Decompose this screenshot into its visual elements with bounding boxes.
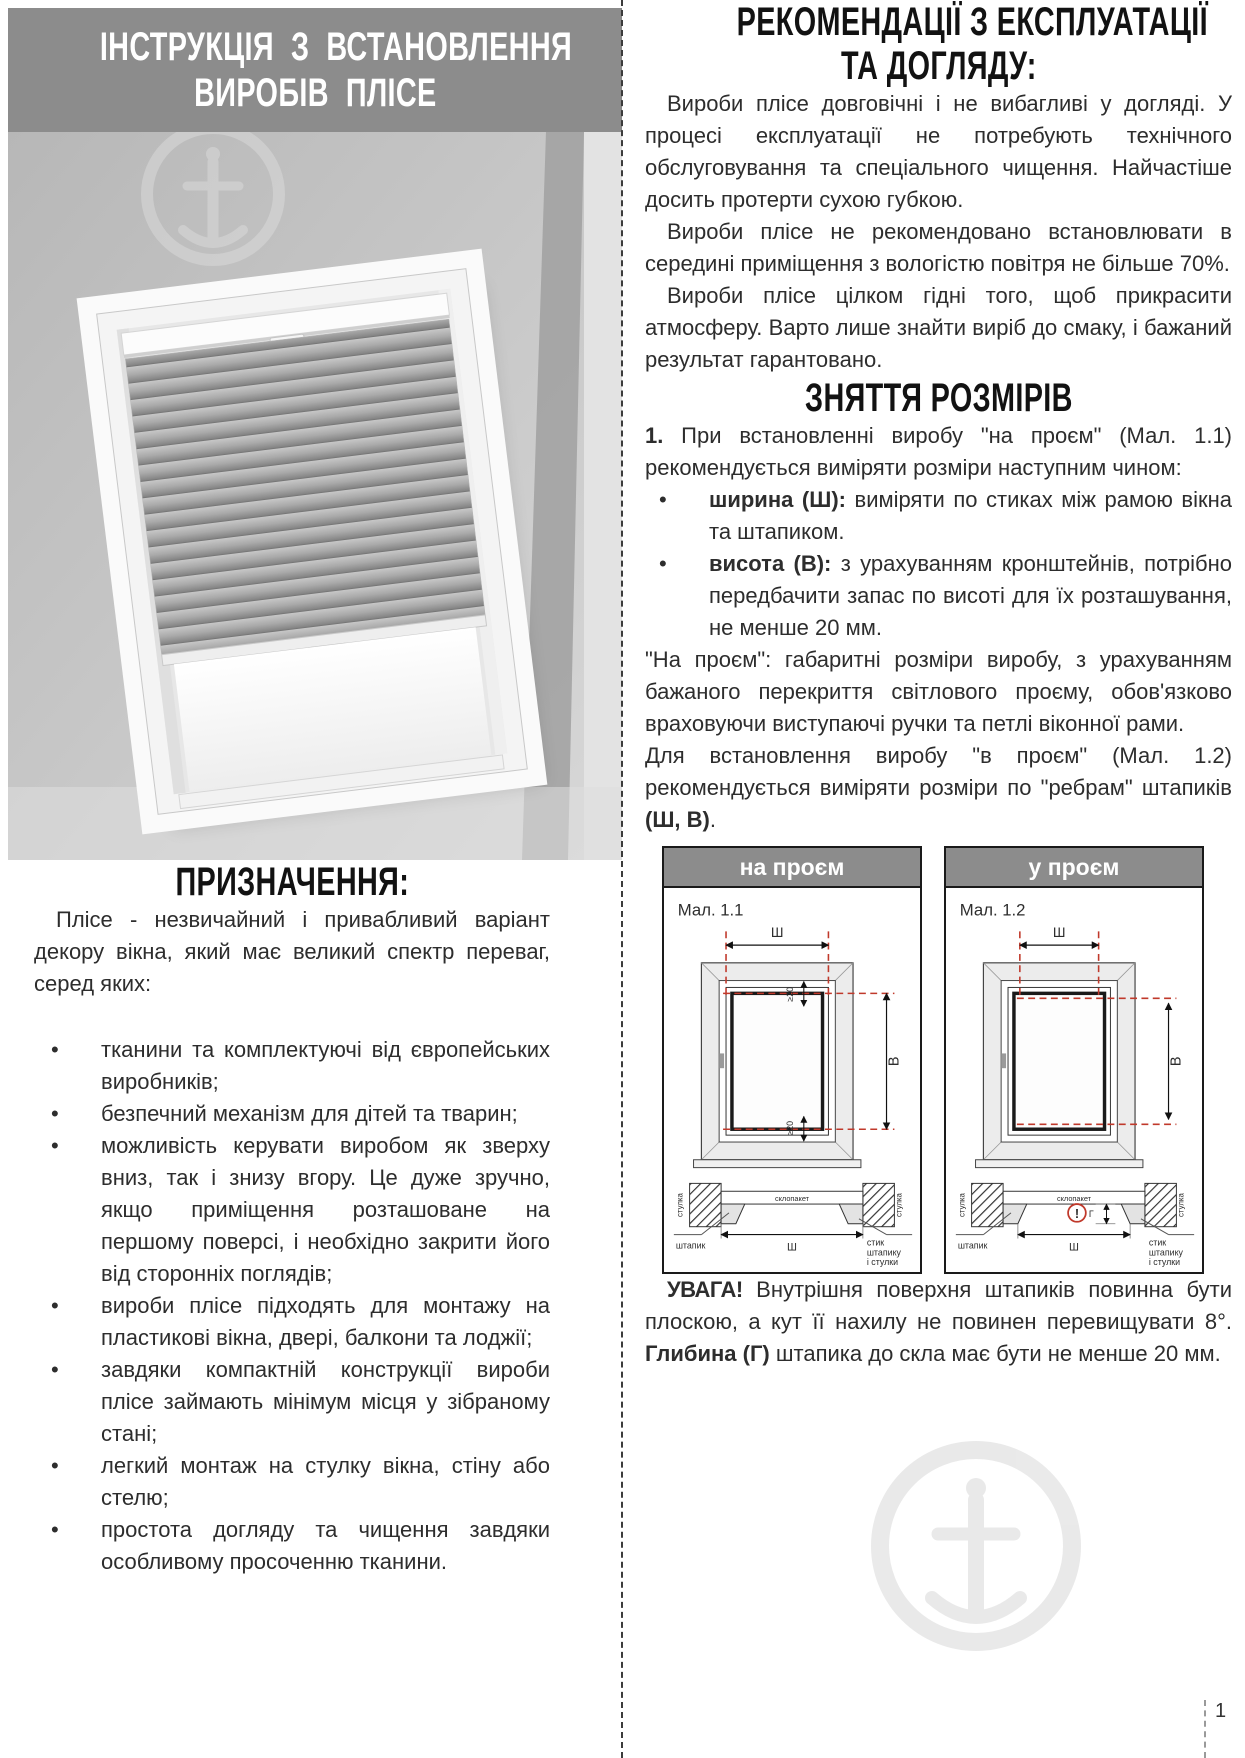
figures-row <box>662 846 1232 1274</box>
height-text: з урахуванням кронштейнів, потрібно передбачити запас по висоті для їх розташування, не менше 20 мм. <box>709 551 1232 640</box>
bullet-icon: • <box>659 551 667 576</box>
watermark-logo-icon <box>858 1428 1094 1664</box>
list-item <box>34 1450 550 1514</box>
width-label: Ш <box>1052 925 1066 941</box>
purpose-intro: Плісе - незвичайний і привабливий варіант декору вікна, який має великий спектр переваг, серед яких: <box>34 907 550 996</box>
joint-label-3: і стулки <box>1148 1257 1181 1268</box>
width-lead: ширина (Ш): <box>709 487 846 512</box>
title-banner <box>8 8 622 132</box>
measure-step-1 <box>645 420 1232 484</box>
bullet-icon: • <box>51 1293 59 1318</box>
left-column <box>8 8 622 1578</box>
window-handle <box>1001 1053 1006 1068</box>
window-front-view <box>976 963 1143 1168</box>
figure-1-caption: Мал. 1.1 <box>677 900 744 920</box>
min-offset-label-top: ≥20 <box>784 986 795 1002</box>
bullet-icon: • <box>659 487 667 512</box>
list-item <box>34 1514 550 1578</box>
bullet-icon: • <box>51 1133 59 1158</box>
v-proem-text: Для встановлення виробу "в проєм" (Мал. 1.2) рекомендується виміряти розміри по "ребрам" штапиків <box>645 743 1232 800</box>
window-front-view <box>694 963 861 1168</box>
list-item-text <box>709 548 1232 644</box>
title-line-1 <box>8 24 622 70</box>
joint-label-2: штапику <box>866 1247 901 1258</box>
right-column <box>645 0 1232 1370</box>
product-photo <box>8 132 622 860</box>
list-item-text <box>709 484 1232 548</box>
joint-label-2: штапику <box>1148 1247 1183 1258</box>
section-width-label: Ш <box>787 1241 797 1254</box>
warning-mark: ! <box>1074 1205 1080 1221</box>
list-item-text: можливість керувати виробом як зверху вниз, так і знизу вгору. Це дуже зручно, якщо приміщення розташоване на першому поверсі, і необхідно закрити його від сторонніх поглядів; <box>101 1133 550 1286</box>
list-item <box>34 1290 550 1354</box>
figure-2-header: у проєм <box>946 848 1202 888</box>
care-heading-line1: РЕКОМЕНДАЦІЇ З ЕКСПЛУАТАЦІЇ <box>736 0 1208 44</box>
purpose-section <box>34 860 550 1578</box>
attention-lead: УВАГА! <box>667 1277 743 1302</box>
purpose-heading <box>34 860 550 904</box>
bullet-icon: • <box>51 1037 59 1062</box>
photo-wall-edge <box>584 132 622 860</box>
attention-depth-term: Глибина (Г) <box>645 1341 770 1366</box>
figure-u-proem <box>944 846 1204 1274</box>
min-offset-label-bottom: ≥20 <box>784 1120 795 1136</box>
list-item-text: простота догляду та чищення завдяки особливому просоченню тканини. <box>101 1517 550 1574</box>
window-handle <box>719 1053 724 1068</box>
figure-1-diagram <box>664 888 920 1272</box>
attention-paragraph <box>645 1274 1232 1370</box>
care-heading-line2: ТА ДОГЛЯДУ: <box>840 44 1037 88</box>
window-sill <box>976 1160 1143 1168</box>
bead-label: штапик <box>957 1240 988 1251</box>
figure-na-proem <box>662 846 922 1274</box>
care-heading <box>645 0 1232 88</box>
bead-cross-section <box>674 1183 912 1267</box>
list-item <box>34 1130 550 1290</box>
attention-text-2: штапика до скла має бути не менше 20 мм. <box>769 1341 1221 1366</box>
list-item-text: вироби плісе підходять для монтажу на пластикові вікна, двері, балкони та лоджії; <box>101 1293 550 1350</box>
list-item <box>34 1034 550 1098</box>
title-line-2-text: ВИРОБІВ ПЛІСЕ <box>193 71 437 115</box>
bullet-icon: • <box>51 1517 59 1542</box>
step-number: 1. <box>645 423 664 448</box>
list-item <box>34 1098 550 1130</box>
glazing-label: склопакет <box>774 1194 810 1204</box>
height-label: В <box>1168 1056 1185 1067</box>
bullet-icon: • <box>51 1357 59 1382</box>
list-item-text: безпечний механізм для дітей та тварин; <box>101 1101 518 1126</box>
list-item-text: завдяки компактній конструкції вироби плісе займають мінімум місця у зібраному стані; <box>101 1357 550 1446</box>
glazing-label: склопакет <box>1056 1194 1092 1204</box>
joint-label-1: стик <box>1148 1237 1167 1248</box>
width-text: виміряти по стиках між рамою вікна та штапиком. <box>709 487 1233 544</box>
v-proem-end: . <box>709 807 716 832</box>
sash-label-left: стулка <box>957 1193 967 1218</box>
attention-text-1: Внутрішня поверхня штапиків повинна бути плоскою, а кут її нахилу не повинен перевищувати 8°. <box>645 1277 1232 1334</box>
bullet-icon: • <box>51 1453 59 1478</box>
figure-1-header: на проєм <box>664 848 920 888</box>
measure-heading <box>645 376 1232 420</box>
list-item-text: легкий монтаж на стулку вікна, стіну або стелю; <box>101 1453 550 1510</box>
list-item <box>645 484 1232 548</box>
height-label: В <box>886 1056 903 1067</box>
bead-label: штапик <box>675 1240 706 1251</box>
width-label: Ш <box>770 925 784 941</box>
depth-label: Г <box>1088 1208 1094 1219</box>
title-line-2 <box>8 70 622 116</box>
care-paragraph-1: Вироби плісе довговічні і не вибагливі у догляді. У процесі експлуатації не потребують технічного обслуговування та спеціального чищення. Найчастіше досить протерти сухою губкою. <box>645 91 1232 212</box>
list-item <box>645 548 1232 644</box>
sash-label-left: стулка <box>675 1193 685 1218</box>
section-width-label: Ш <box>1069 1241 1079 1254</box>
na-proem-paragraph: "На проєм": габаритні розміри виробу, з урахуванням бажаного перекриття світлового проєму, обов'язково враховуючи виступаючі ручки та петлі віконної рами. <box>645 647 1232 736</box>
bullet-icon: • <box>51 1101 59 1126</box>
care-paragraph-2: Вироби плісе не рекомендовано встановлювати в середині приміщення з вологістю повітря не більше 70%. <box>645 219 1232 276</box>
height-lead: висота (В): <box>709 551 832 576</box>
list-item <box>34 1354 550 1450</box>
joint-label-3: і стулки <box>866 1257 899 1268</box>
measure-list <box>645 484 1232 644</box>
purpose-heading-text: ПРИЗНАЧЕННЯ: <box>175 860 409 904</box>
window-sill <box>694 1160 861 1168</box>
purpose-list <box>34 1034 550 1578</box>
figure-2-diagram <box>946 888 1202 1272</box>
page-number <box>1204 1700 1226 1758</box>
care-paragraph-3: Вироби плісе цілком гідні того, щоб прикрасити атмосферу. Варто лише знайти виріб до смаку, і бажаний результат гарантовано. <box>645 283 1232 372</box>
sash-label-right: стулка <box>894 1193 904 1218</box>
figure-2-caption: Мал. 1.2 <box>959 900 1026 920</box>
page-number-text: 1 <box>1215 1700 1227 1722</box>
step-text: При встановленні виробу "на проєм" (Мал. 1.1) рекомендується виміряти розміри наступним чином: <box>645 423 1232 480</box>
list-item-text: тканини та комплектуючі від європейських виробників; <box>101 1037 550 1094</box>
v-proem-paragraph <box>645 740 1232 836</box>
title-line-1-text: ІНСТРУКЦІЯ З ВСТАНОВЛЕННЯ <box>99 25 573 69</box>
bead-cross-section <box>956 1183 1194 1267</box>
v-proem-dims: (Ш, В) <box>645 807 710 832</box>
window-with-blind <box>77 249 548 835</box>
joint-label-1: стик <box>866 1237 885 1248</box>
pleated-fabric <box>125 319 485 655</box>
sash-label-right: стулка <box>1176 1193 1186 1218</box>
measure-heading-text: ЗНЯТТЯ РОЗМІРІВ <box>804 376 1073 420</box>
column-divider <box>621 0 623 1758</box>
